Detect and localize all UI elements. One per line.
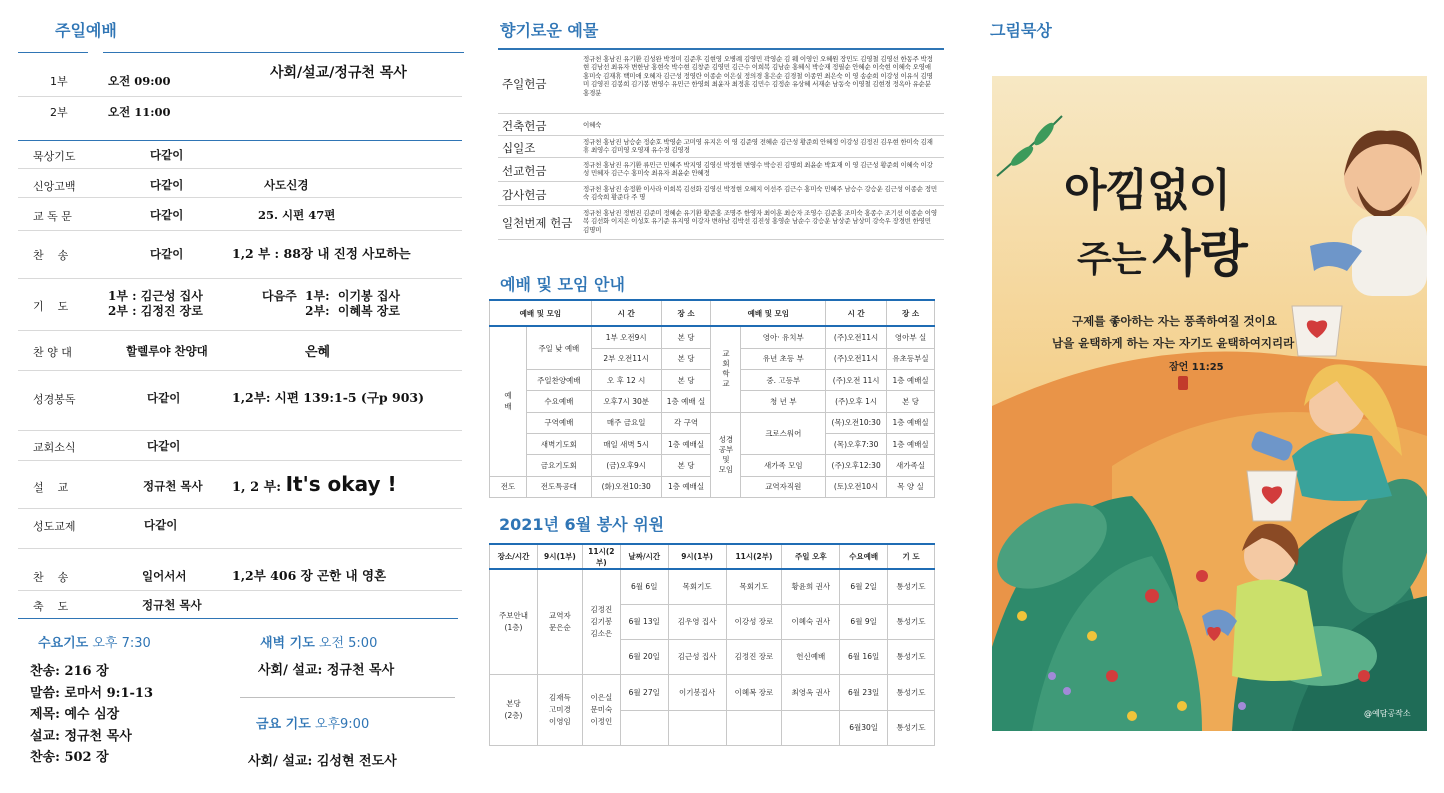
- committee-place: 본당 (2층): [490, 674, 538, 745]
- committee-second-prayer: 김정진 장로: [726, 639, 782, 674]
- schedule-header: 예배 및 모임: [490, 300, 592, 326]
- order-detail: 25. 시편 47편: [258, 208, 336, 222]
- committee-prayer: 통성기도: [888, 710, 935, 745]
- schedule-place: 유초등부실: [887, 348, 935, 369]
- schedule-time: (주)오후12:30: [826, 455, 887, 476]
- committee-header: 장소/시간: [490, 544, 538, 569]
- meeting-guide-title: 예배 및 모임 안내: [500, 275, 625, 294]
- order-who: 다같이: [150, 178, 184, 192]
- order-label: 성경봉독: [33, 393, 76, 406]
- committee-prayer: 통성기도: [888, 674, 935, 710]
- schedule-table: [489, 299, 935, 498]
- schedule-group: 전도: [490, 476, 527, 497]
- schedule-name: 구역예배: [526, 412, 591, 433]
- committee-wednesday: 6월 2일: [840, 569, 888, 604]
- schedule-place: 본 당: [661, 326, 711, 348]
- poster-verse-line1: 구제를 좋아하는 자는 풍족하여질 것이요: [1072, 314, 1277, 328]
- offering-row: [498, 114, 944, 136]
- order-who: 다같이: [147, 391, 181, 405]
- schedule-header: 시 간: [826, 300, 887, 326]
- schedule-place: 1층 예배실: [887, 433, 935, 454]
- wednesday-title: 수요기도: [38, 636, 89, 651]
- committee-place: 주보안내 (1층): [490, 569, 538, 674]
- service1-time: 오전 09:00: [108, 74, 171, 88]
- service-committee-title: 2021년 6월 봉사 위원: [499, 515, 665, 534]
- schedule-place: 1층 예배실: [661, 476, 711, 497]
- dawn-line: 사회/ 설교: 정규천 목사: [258, 663, 395, 678]
- sermon-detail: [232, 472, 397, 496]
- sermon-title: It's okay !: [285, 472, 397, 496]
- order-label: 축 도: [33, 600, 69, 613]
- committee-header: 11시(2부): [726, 544, 782, 569]
- order-who: 다같이: [147, 439, 181, 453]
- schedule-place: 1층 예배실: [887, 412, 935, 433]
- sunday-worship-title: 주일예배: [55, 21, 117, 40]
- committee-wednesday: 6월 9일: [840, 604, 888, 639]
- committee-first: 김재득 고미경 이영임: [537, 674, 582, 745]
- committee-header: 11시(2부): [582, 544, 620, 569]
- offering-row: [498, 182, 944, 206]
- schedule-time: 매주 금요일: [591, 412, 661, 433]
- schedule-place: 목 양 실: [887, 476, 935, 497]
- schedule-name: 새벽기도회: [526, 433, 591, 454]
- schedule-time: (화)오전10:30: [591, 476, 661, 497]
- offering-label: 선교헌금: [502, 164, 547, 178]
- committee-wednesday: 6월 23일: [840, 674, 888, 710]
- offering-names: 정규천 홍남진 유기환 김성완 박정미 김준후 김현영 오병례 김영민 곽영순 김 웨 이영인 오혜원 장민도 김영철 김영선 한동주 박정현 김남선 최유자 변한남 홍현숙 박수현 김창준 김영민 김근수 이희복 김남순 홍혜식 박승재 정필순 안혜순 이숙현 이혜숙 오영애 홍미숙 김재휴 백미애 오혜자 김근성 정영란 이종순 이은실 정의경 홍은순 김경철 이종연 최은숙 이 영 송순희 이강성 이유식 김명미 김영진 김봉희 김기봉 변영수 유민근 한영희 최윤자 최정훈 김민수 김정순 유상혜 서재순 남동숙 이영철 김현경 정옥아 유순분 홍경분: [583, 55, 933, 97]
- schedule-time: (토)오전10시: [826, 476, 887, 497]
- offering-names: 정규천 홍남진 남승순 정순호 박영순 고미영 유지은 이 영 김준영 전혜순 김근성 황준희 안혜정 이강성 김정진 김우현 한미숙 김재휴 최영수 김미영 오영재 유수경 김영경: [583, 138, 933, 155]
- schedule-name: 교역자직원: [741, 476, 826, 497]
- committee-second-prayer: [726, 710, 782, 745]
- committee-second: 김정진 김기봉 김소은: [582, 569, 620, 674]
- offering-row: [498, 136, 944, 158]
- schedule-time: (주)오전11시: [826, 348, 887, 369]
- schedule-time: (목)오후7:30: [826, 433, 887, 454]
- committee-date: [620, 710, 668, 745]
- order-label: 찬 양 대: [33, 346, 72, 359]
- divider: [103, 52, 464, 53]
- wednesday-line: 제목: 예수 심장: [30, 707, 120, 722]
- committee-date: 6월 13일: [620, 604, 668, 639]
- schedule-place: 새가족실: [887, 455, 935, 476]
- poster-credit: @예담공작소: [1364, 709, 1411, 718]
- schedule-name: 유년 초등 부: [741, 348, 826, 369]
- order-detail: 1,2부: 시편 139:1-5 (구p 903): [232, 390, 425, 405]
- order-label: 교 독 문: [33, 210, 72, 223]
- friday-line: 사회/ 설교: 김성현 전도사: [248, 754, 397, 769]
- poster-reference: 잠언 11:25: [1169, 362, 1224, 373]
- wednesday-line: 찬송: 216 장: [30, 664, 109, 679]
- schedule-header: 시 간: [591, 300, 661, 326]
- picture-meditation-title: 그림묵상: [990, 21, 1052, 40]
- committee-afternoon: 황윤희 권사: [782, 569, 840, 604]
- committee-first-prayer: 김근성 집사: [668, 639, 726, 674]
- order-who: 할렐루야 찬양대: [126, 344, 208, 358]
- offering-label: 십일조: [502, 141, 536, 155]
- offering-label: 건축헌금: [502, 119, 547, 133]
- wednesday-lines: [30, 661, 153, 769]
- order-detail: 사도신경: [264, 178, 309, 192]
- order-detail: 다음주 1부: 이기봉 집사 2부: 이혜복 장로: [262, 289, 400, 318]
- schedule-header: 장 소: [661, 300, 711, 326]
- order-label: 신앙고백: [33, 180, 76, 193]
- committee-table: [489, 543, 935, 746]
- offering-row: [498, 52, 944, 114]
- committee-date: 6월 6일: [620, 569, 668, 604]
- committee-afternoon: [782, 710, 840, 745]
- schedule-name: 금요기도회: [526, 455, 591, 476]
- offerings-title: 향기로운 예물: [500, 21, 599, 40]
- order-label: 설 교: [33, 481, 69, 494]
- schedule-place: 본 당: [661, 370, 711, 391]
- offering-names: 정규천 홍남진 유기환 류민근 민혜주 박지영 김영신 박정현 변영수 박승진 김명희 최윤순 박효재 이 영 김근성 황준희 이혜숙 이강성 민혜자 김근수 홍미숙 최유자 최윤순 안혜정: [583, 161, 933, 178]
- offering-label: 주일헌금: [502, 77, 547, 91]
- seal-icon: [1178, 376, 1188, 390]
- poster-verse-line2: 남을 윤택하게 하는 자는 자기도 윤택하여지리라: [1052, 336, 1295, 350]
- poster-title-small: 주는: [1077, 239, 1147, 280]
- schedule-group: 성경 공부 및 모임: [711, 412, 741, 497]
- committee-header: 날짜/시간: [620, 544, 668, 569]
- committee-header: 수요예배: [840, 544, 888, 569]
- schedule-group: 예 배: [490, 326, 527, 476]
- committee-second: 이은실 문미숙 이정인: [582, 674, 620, 745]
- committee-header: 주일 오후: [782, 544, 840, 569]
- divider: [18, 618, 458, 619]
- committee-first-prayer: 목회기도: [668, 569, 726, 604]
- schedule-place: 각 구역: [661, 412, 711, 433]
- schedule-place: 1층 예배실: [887, 370, 935, 391]
- schedule-place: 영아부 실: [887, 326, 935, 348]
- offering-names: 정규천 홍남진 정범진 김준미 정혜순 유기환 황준홍 조명주 한영자 최이훈 최승자 조영수 김준홍 조미숙 홍종수 조기선 이종순 이영복 김선화 이지은 이성호 유기준 유지영 이강자 변하남 김박선 김진성 홍영순 남순수 강승운 남상준 남상미 강숙우 장경빈 한영민 김명미: [583, 209, 937, 234]
- order-detail: 1,2 부 : 88장 내 진정 사모하는: [232, 246, 411, 261]
- wednesday-line: 설교: 정규천 목사: [30, 728, 132, 744]
- committee-afternoon: 이혜숙 권사: [782, 604, 840, 639]
- committee-date: 6월 20일: [620, 639, 668, 674]
- schedule-time: (주)오전11시: [826, 326, 887, 348]
- schedule-time: (주)오전 11시: [826, 370, 887, 391]
- schedule-name: 주일 낮 예배: [526, 326, 591, 370]
- service2-label: 2부: [50, 106, 68, 119]
- committee-header: 기 도: [888, 544, 935, 569]
- schedule-name: 전도특공대: [526, 476, 591, 497]
- offering-row: [498, 206, 944, 240]
- order-who: 1부 : 김근성 집사 2부 : 김정진 장로: [108, 289, 203, 318]
- committee-second-prayer: 이혜복 장로: [726, 674, 782, 710]
- order-label: 묵상기도: [33, 150, 76, 163]
- schedule-name: 중. 고등부: [741, 370, 826, 391]
- service1-label: 1부: [50, 75, 68, 88]
- sermon-prefix: 1, 2 부:: [232, 480, 286, 495]
- friday-time: 오후9:00: [314, 717, 370, 732]
- schedule-name: 주일찬양예배: [526, 370, 591, 391]
- schedule-header: 장 소: [887, 300, 935, 326]
- committee-header: 9시(1부): [537, 544, 582, 569]
- offering-label: 일천번제 헌금: [502, 216, 573, 230]
- committee-first-prayer: 이기봉집사: [668, 674, 726, 710]
- meditation-poster: [992, 76, 1427, 731]
- committee-date: 6월 27일: [620, 674, 668, 710]
- dawn-heading: [260, 632, 377, 651]
- order-label: 성도교제: [33, 520, 76, 533]
- committee-prayer: 통성기도: [888, 569, 935, 604]
- schedule-time: (주)오후 1시: [826, 391, 887, 412]
- divider: [498, 48, 944, 50]
- order-who: 일어서서: [142, 569, 187, 583]
- committee-first-prayer: 김우영 집사: [668, 604, 726, 639]
- committee-second-prayer: 목회기도: [726, 569, 782, 604]
- schedule-name: 크로스워어: [741, 412, 826, 455]
- divider: [18, 52, 88, 53]
- order-detail: 1,2부 406 장 곤한 내 영혼: [232, 568, 387, 583]
- schedule-place: 본 당: [887, 391, 935, 412]
- committee-prayer: 통성기도: [888, 639, 935, 674]
- schedule-time: (목)오전10:30: [826, 412, 887, 433]
- schedule-place: 1층 예배실: [661, 433, 711, 454]
- schedule-time: 1부 오전9시: [591, 326, 661, 348]
- friday-heading: [256, 713, 369, 732]
- wednesday-time: 오후 7:30: [92, 636, 151, 651]
- order-detail: 은혜: [305, 345, 331, 360]
- committee-prayer: 통성기도: [888, 604, 935, 639]
- leader-line: 사회/설교/정규천 목사: [270, 65, 407, 81]
- schedule-time: 오후7시 30분: [591, 391, 661, 412]
- committee-second-prayer: 이강성 장로: [726, 604, 782, 639]
- order-label: 찬 송: [33, 571, 69, 584]
- schedule-group: 교 회 학 교: [711, 326, 741, 412]
- wednesday-line: 찬송: 502 장: [30, 750, 109, 765]
- schedule-time: 오 후 12 시: [591, 370, 661, 391]
- dawn-title: 새벽 기도: [260, 636, 315, 651]
- order-who: 정규천 목사: [142, 598, 202, 612]
- committee-wednesday: 6월30일: [840, 710, 888, 745]
- order-label: 교회소식: [33, 441, 76, 454]
- offering-names: 정규천 홍남진 송정환 이사라 이희복 김선화 김영신 박정현 오혜지 이선주 김근수 홍미숙 민혜주 남승수 강승운 김근성 이종순 정민숙 김숙희 황준다 주 명: [583, 185, 937, 202]
- schedule-header: 예배 및 모임: [711, 300, 826, 326]
- wednesday-heading: [38, 632, 151, 651]
- order-who: 다같이: [150, 148, 184, 162]
- dawn-time: 오전 5:00: [318, 636, 378, 651]
- offering-label: 감사헌금: [502, 188, 547, 202]
- schedule-time: 매일 새벽 5시: [591, 433, 661, 454]
- committee-wednesday: 6월 16일: [840, 639, 888, 674]
- committee-header: 9시(1부): [668, 544, 726, 569]
- order-who: 다같이: [150, 247, 184, 261]
- committee-afternoon: 헌신예배: [782, 639, 840, 674]
- poster-title-line1: 아낌없이: [1064, 165, 1231, 216]
- service2-time: 오전 11:00: [108, 105, 171, 119]
- schedule-name: 영아· 유치부: [741, 326, 826, 348]
- order-who: 다같이: [150, 208, 184, 222]
- schedule-place: 본 당: [661, 348, 711, 369]
- offering-names: 이혜숙: [583, 121, 602, 129]
- order-who: 정규천 목사: [143, 479, 203, 493]
- schedule-time: 2부 오전11시: [591, 348, 661, 369]
- schedule-name: 청 년 부: [741, 391, 826, 412]
- schedule-name: 새가족 모임: [741, 455, 826, 476]
- schedule-name: 수요예배: [526, 391, 591, 412]
- order-who: 다같이: [144, 518, 178, 532]
- schedule-time: (금)오후9시: [591, 455, 661, 476]
- divider: [18, 140, 462, 141]
- friday-title: 금요 기도: [256, 717, 311, 732]
- poster-title-big: 사랑: [1152, 225, 1247, 283]
- schedule-place: 1층 예배 실: [661, 391, 711, 412]
- committee-first-prayer: [668, 710, 726, 745]
- poster-title-line2: [1077, 214, 1247, 286]
- wednesday-line: 말씀: 로마서 9:1-13: [30, 685, 154, 701]
- committee-first: 교역자 문은순: [537, 569, 582, 674]
- offering-row: [498, 158, 944, 182]
- order-label: 기 도: [33, 300, 69, 313]
- order-label: 찬 송: [33, 249, 69, 262]
- committee-afternoon: 최영옥 권사: [782, 674, 840, 710]
- schedule-place: 본 당: [661, 455, 711, 476]
